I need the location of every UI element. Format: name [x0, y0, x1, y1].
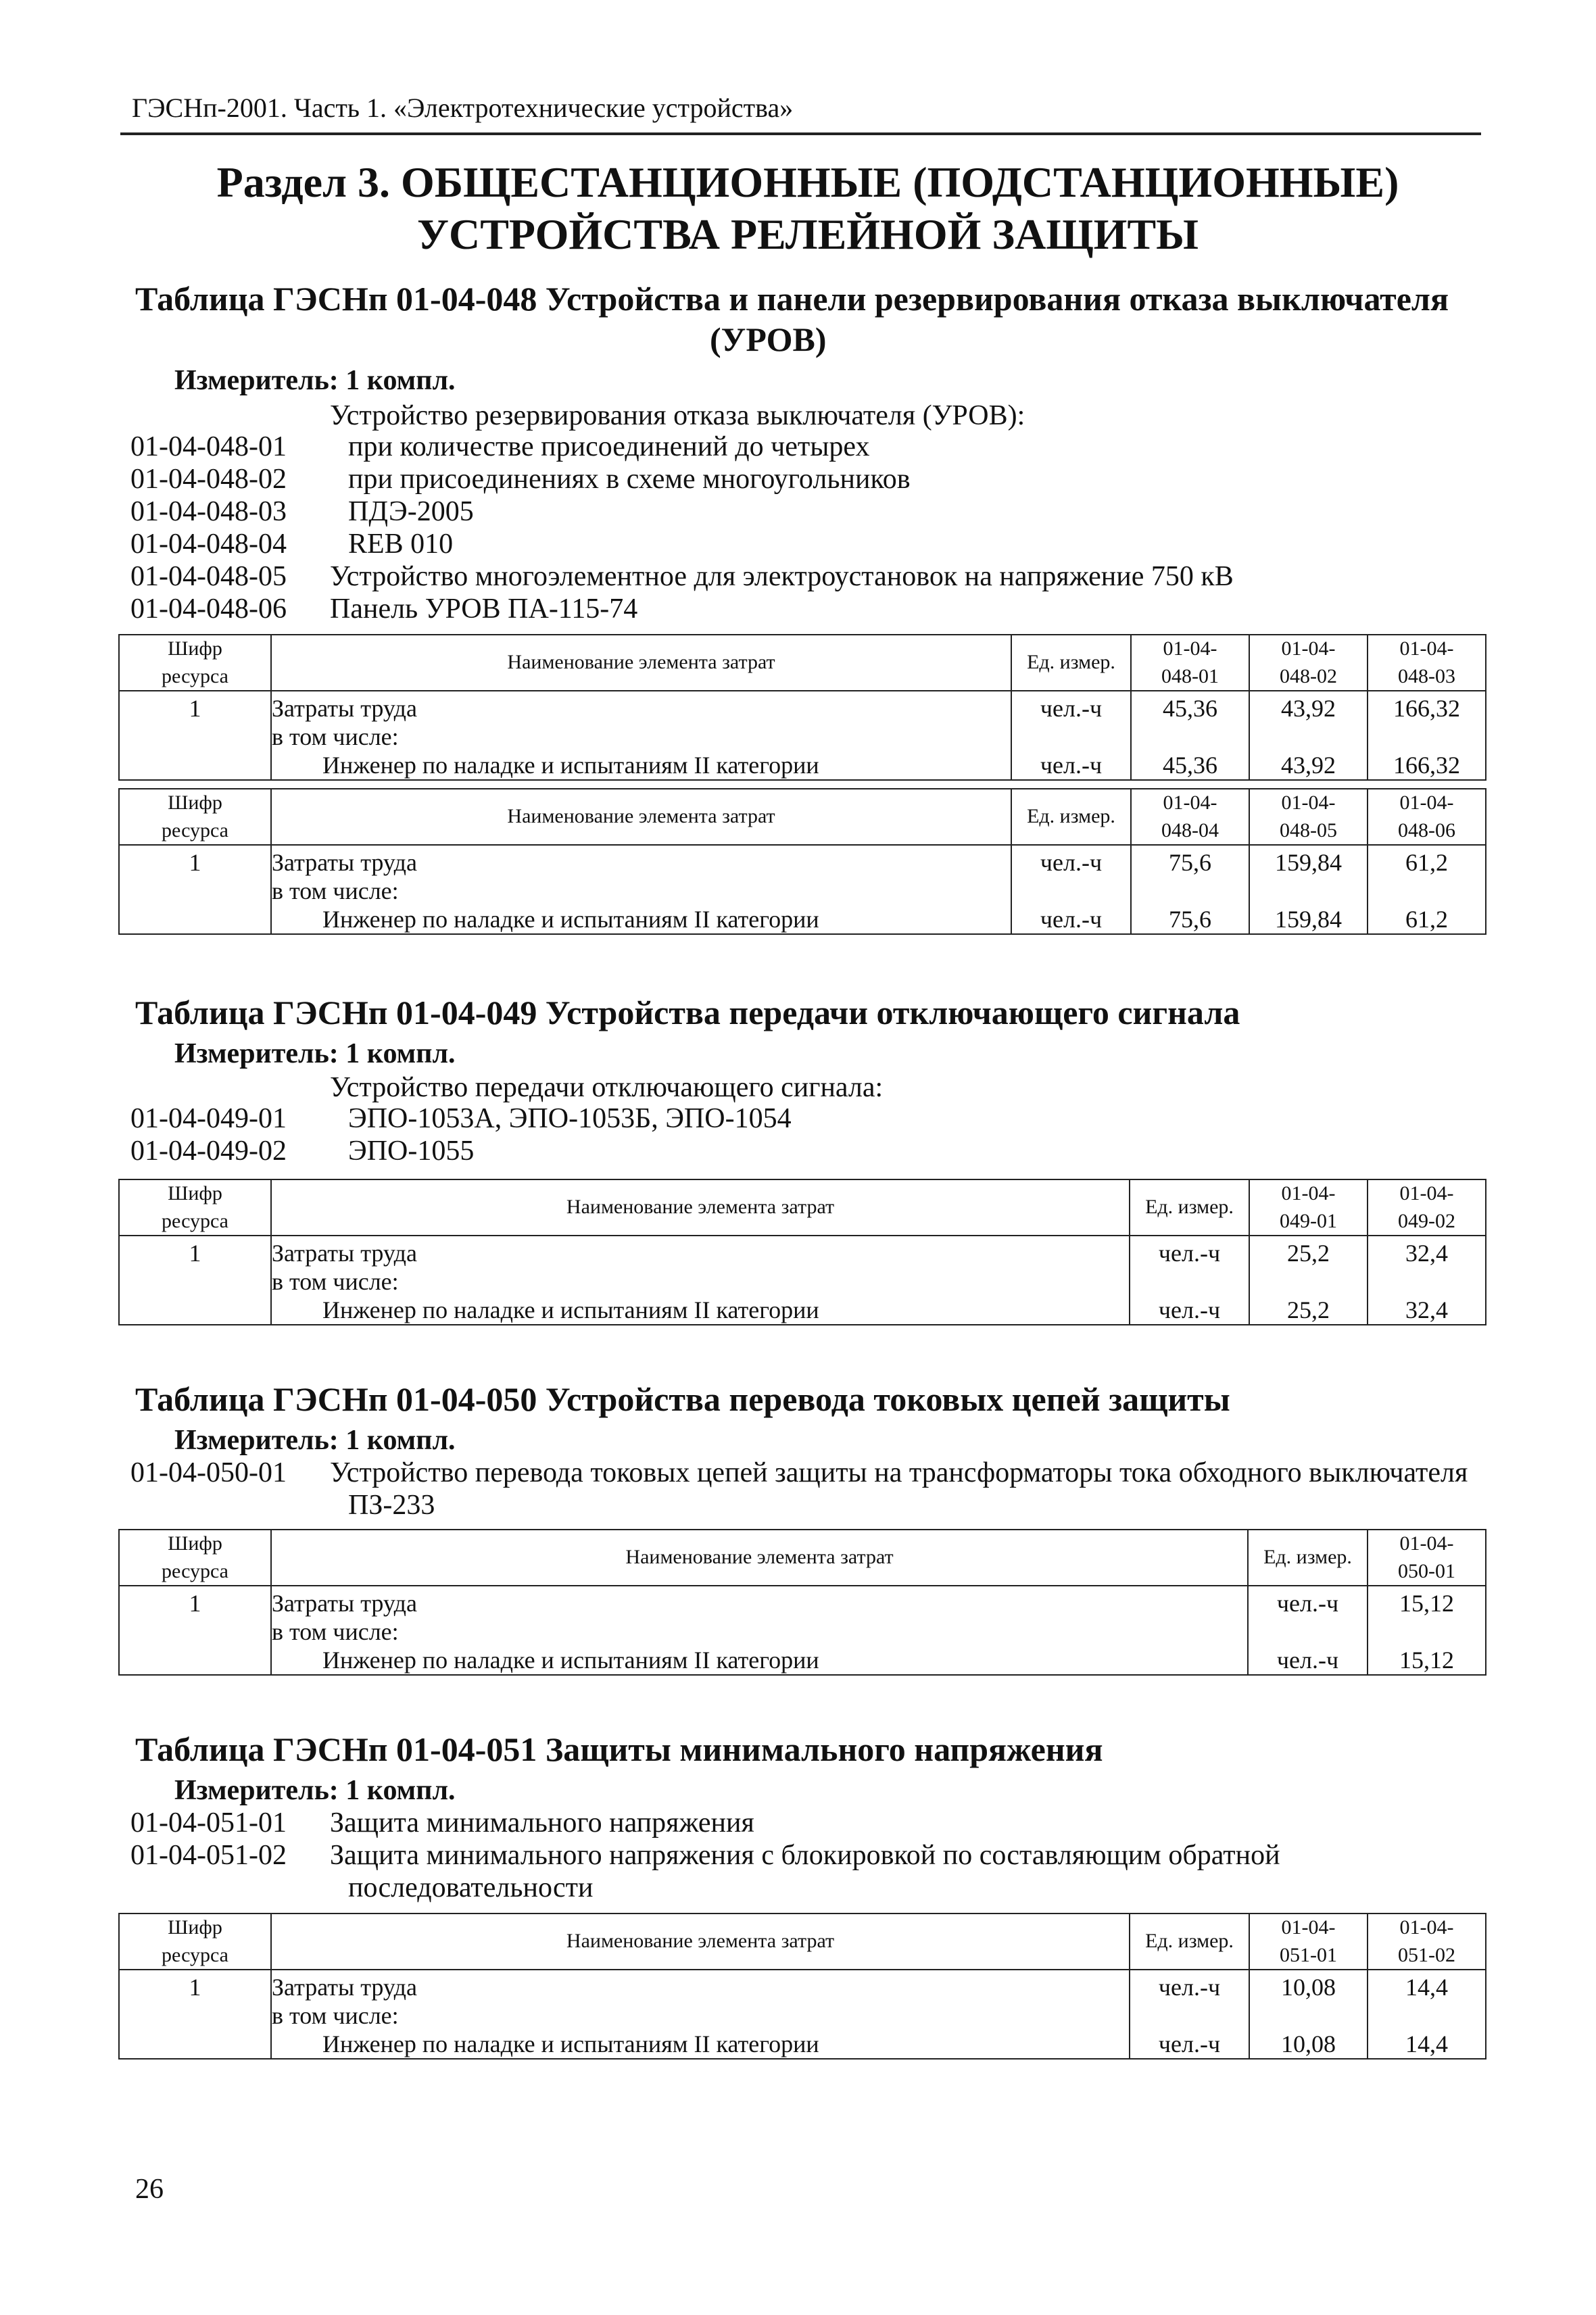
- running-head: ГЭСНп-2001. Часть 1. «Электротехнические устройства»: [132, 93, 794, 123]
- item-description: REB 010: [348, 529, 454, 560]
- col-header-norm: 01-04- 048-04: [1131, 789, 1249, 845]
- measure-049: Измеритель: 1 компл.: [174, 1038, 456, 1069]
- table-row: [119, 691, 1486, 780]
- table-title-048-line-2: (УРОВ): [710, 320, 827, 358]
- item-code: 01-04-051-01: [130, 1807, 287, 1838]
- cell-code: 1: [119, 1236, 271, 1325]
- col-header-name: Наименование элемента затрат: [271, 1914, 1130, 1970]
- col-header-norm: 01-04- 048-06: [1368, 789, 1486, 845]
- item-description: Защита минимального напряжения: [330, 1807, 754, 1838]
- col-header-unit: Ед. измер.: [1130, 1179, 1249, 1236]
- col-header-code: Шифр ресурса: [119, 1179, 271, 1236]
- item-description: ПДЭ-2005: [348, 496, 474, 527]
- col-header-code: Шифр ресурса: [119, 789, 271, 845]
- item-description: при количестве присоединений до четырех: [348, 431, 870, 462]
- measure-048: Измеритель: 1 компл.: [174, 365, 456, 396]
- col-header-name: Наименование элемента затрат: [271, 1530, 1248, 1586]
- cell-code: 1: [119, 1586, 271, 1675]
- item-description: при присоединениях в схеме многоугольников: [348, 464, 911, 495]
- item-code: 01-04-049-01: [130, 1103, 287, 1134]
- col-header-norm: 01-04- 049-01: [1249, 1179, 1368, 1236]
- table-header-row: [119, 1914, 1486, 1970]
- col-header-name: Наименование элемента затрат: [271, 789, 1011, 845]
- page-number: 26: [135, 2174, 164, 2205]
- cell-value: 43,92 43,92: [1249, 691, 1368, 780]
- cell-value: 166,32 166,32: [1368, 691, 1486, 780]
- cell-value: 61,2 61,2: [1368, 845, 1486, 934]
- cell-code: 1: [119, 845, 271, 934]
- measure-051: Измеритель: 1 компл.: [174, 1775, 456, 1806]
- resource-table-050: [118, 1529, 1486, 1676]
- resource-table-049: [118, 1179, 1486, 1325]
- item-description: Защита минимального напряжения с блокировкой по составляющим обратной: [330, 1840, 1280, 1871]
- col-header-unit: Ед. измер.: [1011, 789, 1131, 845]
- cell-unit: чел.-ч чел.-ч: [1011, 845, 1131, 934]
- cell-name: Затраты труда в том числе: Инженер по наладке и испытаниям II категории: [271, 691, 1011, 780]
- cell-value: 10,08 10,08: [1249, 1970, 1368, 2059]
- cell-unit: чел.-ч чел.-ч: [1011, 691, 1131, 780]
- table-title-050: Таблица ГЭСНп 01-04-050 Устройства перевода токовых цепей защиты: [135, 1380, 1230, 1418]
- section-title: [135, 157, 1480, 261]
- col-header-code: Шифр ресурса: [119, 1914, 271, 1970]
- col-header-code: Шифр ресурса: [119, 635, 271, 691]
- col-header-norm: 01-04- 051-02: [1368, 1914, 1486, 1970]
- col-header-norm: 01-04- 048-03: [1368, 635, 1486, 691]
- col-header-unit: Ед. измер.: [1248, 1530, 1368, 1586]
- table-row: [119, 1586, 1486, 1675]
- item-code: 01-04-051-02: [130, 1840, 287, 1871]
- cell-unit: чел.-ч чел.-ч: [1130, 1236, 1249, 1325]
- item-description-continued: последовательности: [348, 1872, 594, 1903]
- table-title-049: Таблица ГЭСНп 01-04-049 Устройства передачи отключающего сигнала: [135, 994, 1240, 1031]
- item-description: ЭПО-1055: [348, 1136, 475, 1167]
- item-description: Устройство перевода токовых цепей защиты на трансформаторы тока обходного выключателя: [330, 1457, 1468, 1488]
- item-code: 01-04-048-01: [130, 431, 287, 462]
- resource-table-051: [118, 1913, 1486, 2060]
- item-description: Устройство многоэлементное для электроустановок на напряжение 750 кВ: [330, 561, 1234, 592]
- cell-value: 32,4 32,4: [1368, 1236, 1486, 1325]
- item-code: 01-04-048-02: [130, 464, 287, 495]
- resource-table-048-a: [118, 634, 1486, 781]
- table-header-row: [119, 635, 1486, 691]
- cell-unit: чел.-ч чел.-ч: [1248, 1586, 1368, 1675]
- resource-table-048-b: [118, 788, 1486, 935]
- item-code: 01-04-048-06: [130, 593, 287, 625]
- cell-name: Затраты труда в том числе: Инженер по наладке и испытаниям II категории: [271, 1236, 1130, 1325]
- item-code: 01-04-050-01: [130, 1457, 287, 1488]
- section-title-line-2: УСТРОЙСТВА РЕЛЕЙНОЙ ЗАЩИТЫ: [417, 210, 1199, 258]
- measure-050: Измеритель: 1 компл.: [174, 1425, 456, 1456]
- cell-value: 25,2 25,2: [1249, 1236, 1368, 1325]
- intro-049: Устройство передачи отключающего сигнала:: [330, 1072, 884, 1103]
- cell-value: 15,12 15,12: [1368, 1586, 1486, 1675]
- col-header-code: Шифр ресурса: [119, 1530, 271, 1586]
- col-header-name: Наименование элемента затрат: [271, 1179, 1130, 1236]
- table-header-row: [119, 1530, 1486, 1586]
- col-header-norm: 01-04- 049-02: [1368, 1179, 1486, 1236]
- item-code: 01-04-048-05: [130, 561, 287, 592]
- col-header-unit: Ед. измер.: [1011, 635, 1131, 691]
- item-code: 01-04-049-02: [130, 1136, 287, 1167]
- col-header-unit: Ед. измер.: [1130, 1914, 1249, 1970]
- col-header-norm: 01-04- 048-02: [1249, 635, 1368, 691]
- col-header-norm: 01-04- 050-01: [1368, 1530, 1486, 1586]
- cell-name: Затраты труда в том числе: Инженер по наладке и испытаниям II категории: [271, 845, 1011, 934]
- table-title-048-line-1: Таблица ГЭСНп 01-04-048 Устройства и панели резервирования отказа выключателя: [135, 280, 1449, 318]
- table-header-row: [119, 789, 1486, 845]
- col-header-norm: 01-04- 051-01: [1249, 1914, 1368, 1970]
- col-header-norm: 01-04- 048-01: [1131, 635, 1249, 691]
- table-row: [119, 845, 1486, 934]
- cell-unit: чел.-ч чел.-ч: [1130, 1970, 1249, 2059]
- item-description: Панель УРОВ ПА-115-74: [330, 593, 638, 625]
- intro-048: Устройство резервирования отказа выключателя (УРОВ):: [330, 400, 1025, 431]
- table-title-048: [135, 278, 1484, 360]
- table-row: [119, 1970, 1486, 2059]
- cell-value: 45,36 45,36: [1131, 691, 1249, 780]
- col-header-norm: 01-04- 048-05: [1249, 789, 1368, 845]
- table-row: [119, 1236, 1486, 1325]
- section-title-line-1: Раздел 3. ОБЩЕСТАНЦИОННЫЕ (ПОДСТАНЦИОННЫЕ): [216, 158, 1399, 206]
- table-header-row: [119, 1179, 1486, 1236]
- item-description-continued: ПЗ-233: [348, 1490, 435, 1521]
- item-description: ЭПО-1053А, ЭПО-1053Б, ЭПО-1054: [348, 1103, 792, 1134]
- header-rule: [120, 132, 1481, 135]
- cell-value: 75,6 75,6: [1131, 845, 1249, 934]
- cell-value: 159,84 159,84: [1249, 845, 1368, 934]
- table-title-051: Таблица ГЭСНп 01-04-051 Защиты минимального напряжения: [135, 1730, 1103, 1768]
- cell-name: Затраты труда в том числе: Инженер по наладке и испытаниям II категории: [271, 1970, 1130, 2059]
- item-code: 01-04-048-03: [130, 496, 287, 527]
- col-header-name: Наименование элемента затрат: [271, 635, 1011, 691]
- cell-code: 1: [119, 1970, 271, 2059]
- cell-code: 1: [119, 691, 271, 780]
- cell-value: 14,4 14,4: [1368, 1970, 1486, 2059]
- item-code: 01-04-048-04: [130, 529, 287, 560]
- cell-name: Затраты труда в том числе: Инженер по наладке и испытаниям II категории: [271, 1586, 1248, 1675]
